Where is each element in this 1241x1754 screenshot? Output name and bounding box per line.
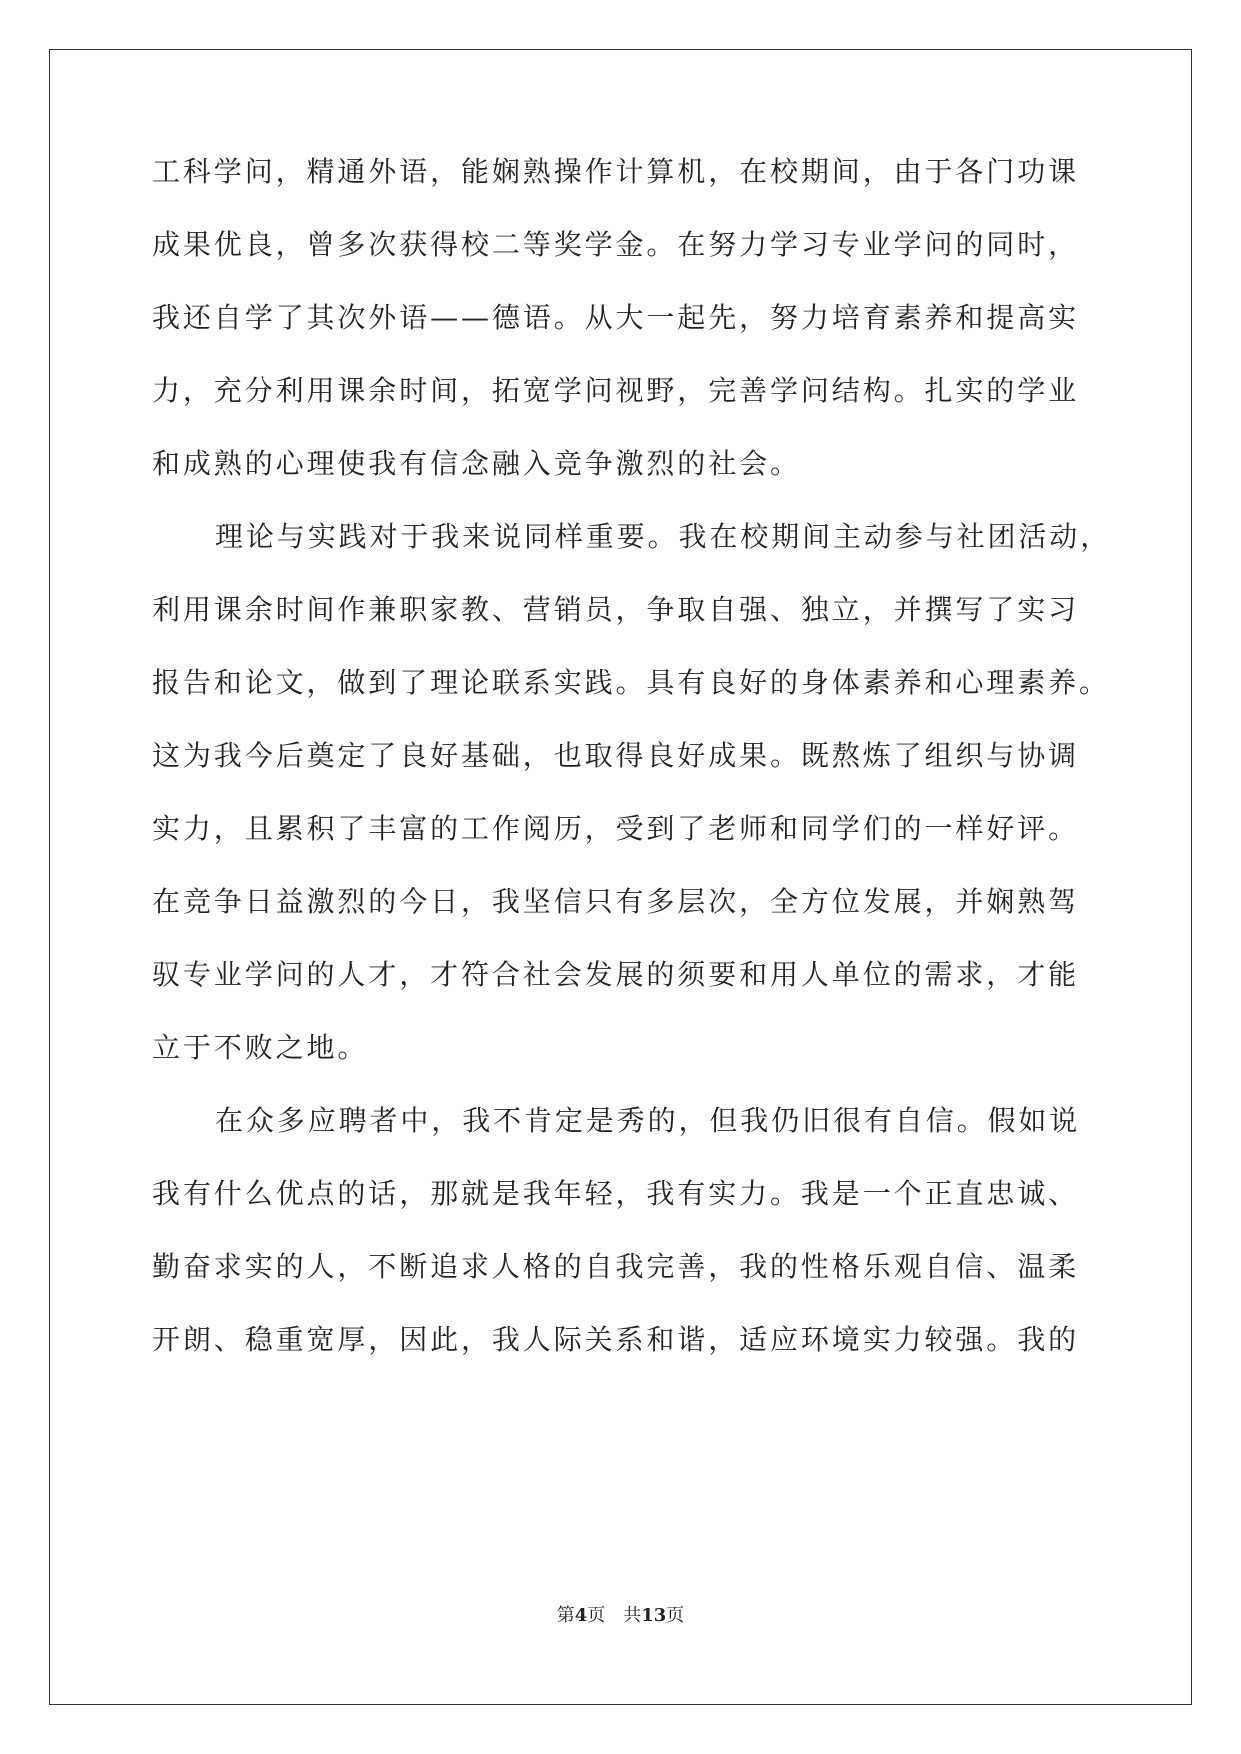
text-line: 勤奋求实的人，不断追求人格的自我完善，我的性格乐观自信、温柔 [152, 1250, 1080, 1283]
page-label-mid: 页 共 [587, 1605, 642, 1626]
page-label-prefix: 第 [556, 1605, 575, 1626]
text-line: 利用课余时间作兼职家教、营销员，争取自强、独立，并撰写了实习 [152, 593, 1080, 626]
text-line: 报告和论文，做到了理论联系实践。具有良好的身体素养和心理素养。 [152, 666, 1110, 699]
text-line: 我有什么优点的话，那就是我年轻，我有实力。我是一个正直忠诚、 [152, 1177, 1080, 1210]
text-line: 工科学问，精通外语，能娴熟操作计算机，在校期间，由于各门功课 [152, 155, 1080, 188]
current-page-number: 4 [574, 1605, 588, 1626]
page-label-suffix: 页 [666, 1605, 685, 1626]
text-line: 在众多应聘者中，我不肯定是秀的，但我仍旧很有自信。假如说 [215, 1104, 1081, 1137]
text-line: 驭专业学问的人才，才符合社会发展的须要和用人单位的需求，才能 [152, 958, 1080, 991]
text-line: 我还自学了其次外语——德语。从大一起先，努力培育素养和提高实 [152, 301, 1080, 334]
text-line: 实力，且累积了丰富的工作阅历，受到了老师和同学们的一样好评。 [152, 812, 1080, 845]
text-line: 在竞争日益激烈的今日，我坚信只有多层次，全方位发展，并娴熟驾 [152, 885, 1080, 918]
text-line: 这为我今后奠定了良好基础，也取得良好成果。既熬炼了组织与协调 [152, 739, 1080, 772]
text-line: 理论与实践对于我来说同样重要。我在校期间主动参与社团活动， [215, 520, 1112, 553]
text-line: 立于不败之地。 [152, 1031, 369, 1064]
page-number-footer [0, 1604, 1241, 1628]
text-line: 力，充分利用课余时间，拓宽学问视野，完善学问结构。扎实的学业 [152, 374, 1080, 407]
text-line: 和成熟的心理使我有信念融入竞争激烈的社会。 [152, 447, 801, 480]
text-line: 开朗、稳重宽厚，因此，我人际关系和谐，适应环境实力较强。我的 [152, 1323, 1080, 1356]
text-line: 成果优良，曾多次获得校二等奖学金。在努力学习专业学问的同时， [152, 228, 1080, 261]
total-page-count: 13 [641, 1605, 667, 1626]
